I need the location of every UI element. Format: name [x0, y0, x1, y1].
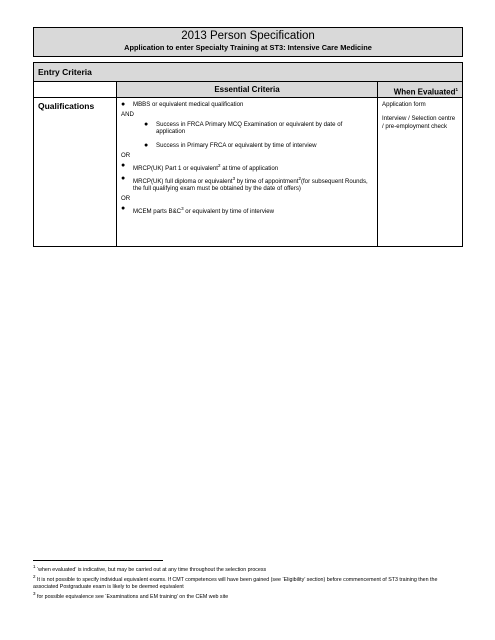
footnote-ref: 3 — [232, 175, 236, 181]
footnote-number: 3 — [33, 591, 36, 597]
and-text: AND — [121, 110, 134, 118]
footnote-text: for possible equivalence see ‘Examinations and EM training’ on the CEM web site — [35, 594, 229, 601]
evaluated-header — [378, 82, 462, 98]
essential-column — [117, 82, 378, 246]
list-item — [121, 142, 373, 150]
mcem-b: or equivalent by time of interview — [183, 208, 275, 216]
bullet-icon: ● — [121, 101, 126, 108]
footnote-ref: 2 — [218, 162, 221, 168]
mcem-a: MCEM parts B&C — [133, 208, 182, 216]
mrcp-full-text — [133, 175, 373, 194]
bullet-icon: ● — [144, 120, 149, 128]
category-column — [34, 82, 117, 246]
or-text: OR — [121, 151, 131, 159]
essential-cell — [117, 98, 377, 221]
footnote-divider — [33, 560, 163, 561]
mrcp-part1-a: MRCP(UK) Part 1 or equivalent — [133, 164, 219, 172]
mbbs-text: MBBS or equivalent medical qualification — [133, 101, 244, 108]
interview-text: Interview / Selection centre / pre-employment check — [382, 114, 456, 130]
mrcp-full-a: MRCP(UK) full diploma or equivalent — [133, 177, 233, 185]
mrcp-part1-text — [133, 162, 278, 173]
mrcp-part1-b: at time of application — [220, 164, 279, 172]
evaluated-cell — [378, 98, 462, 139]
mrcp-full-c: (for subsequent Rounds, the full qualifying exam must be obtained by the date of offers) — [133, 177, 368, 193]
evaluated-header-label: When Evaluated — [393, 87, 456, 97]
qualifications-label: Qualifications — [38, 101, 95, 111]
footnote-text: It is not possible to specify individual equivalent exams. If CMT competences will have been gained (see ‘Eligibility’ section) before commencement of ST3 training then the associated Postgraduate exam is likely to be deemed equivalent — [33, 577, 438, 590]
bullet-icon: ● — [121, 174, 126, 182]
footnote-ref: 3 — [181, 206, 184, 212]
list-item — [121, 175, 373, 194]
essential-header: Essential Criteria — [117, 82, 377, 98]
footnote-number: 1 — [33, 564, 36, 569]
criteria-columns — [34, 82, 462, 246]
bullet-icon: ● — [144, 142, 149, 150]
footnote — [33, 564, 463, 573]
spec-header — [33, 27, 463, 57]
mrcp-full-b: by time of appointment — [235, 177, 299, 185]
evaluated-column — [378, 82, 462, 246]
frca-primary-text: Success in Primary FRCA or equivalent by time of interview — [156, 142, 317, 150]
page-title: 2013 Person Specification — [181, 30, 315, 42]
footnotes — [33, 560, 463, 602]
footnote-text: ‘when evaluated’ is indicative, but may be carried out at any time throughout the selection process — [35, 566, 267, 573]
footnote — [33, 574, 463, 590]
page-subtitle: Application to enter Specialty Training at ST3: Intensive Care Medicine — [124, 43, 372, 52]
bullet-icon: ● — [121, 205, 126, 213]
category-header — [34, 82, 116, 98]
list-item — [121, 162, 373, 173]
bullet-icon: ● — [121, 161, 126, 169]
section-title: Entry Criteria — [34, 63, 462, 82]
footnote — [33, 591, 463, 600]
list-item — [121, 101, 373, 109]
footnote-ref: 2 — [298, 175, 301, 181]
footnote-ref: 1 — [455, 87, 458, 92]
list-item — [121, 121, 373, 137]
application-form-text: Application form — [382, 101, 426, 108]
mcem-text — [133, 205, 274, 216]
footnote-number: 2 — [33, 574, 36, 580]
frca-mcq-text: Success in FRCA Primary MCQ Examination or equivalent by date of application — [156, 120, 343, 136]
criteria-table — [33, 62, 463, 247]
list-item — [121, 205, 373, 216]
or-text: OR — [121, 195, 131, 203]
